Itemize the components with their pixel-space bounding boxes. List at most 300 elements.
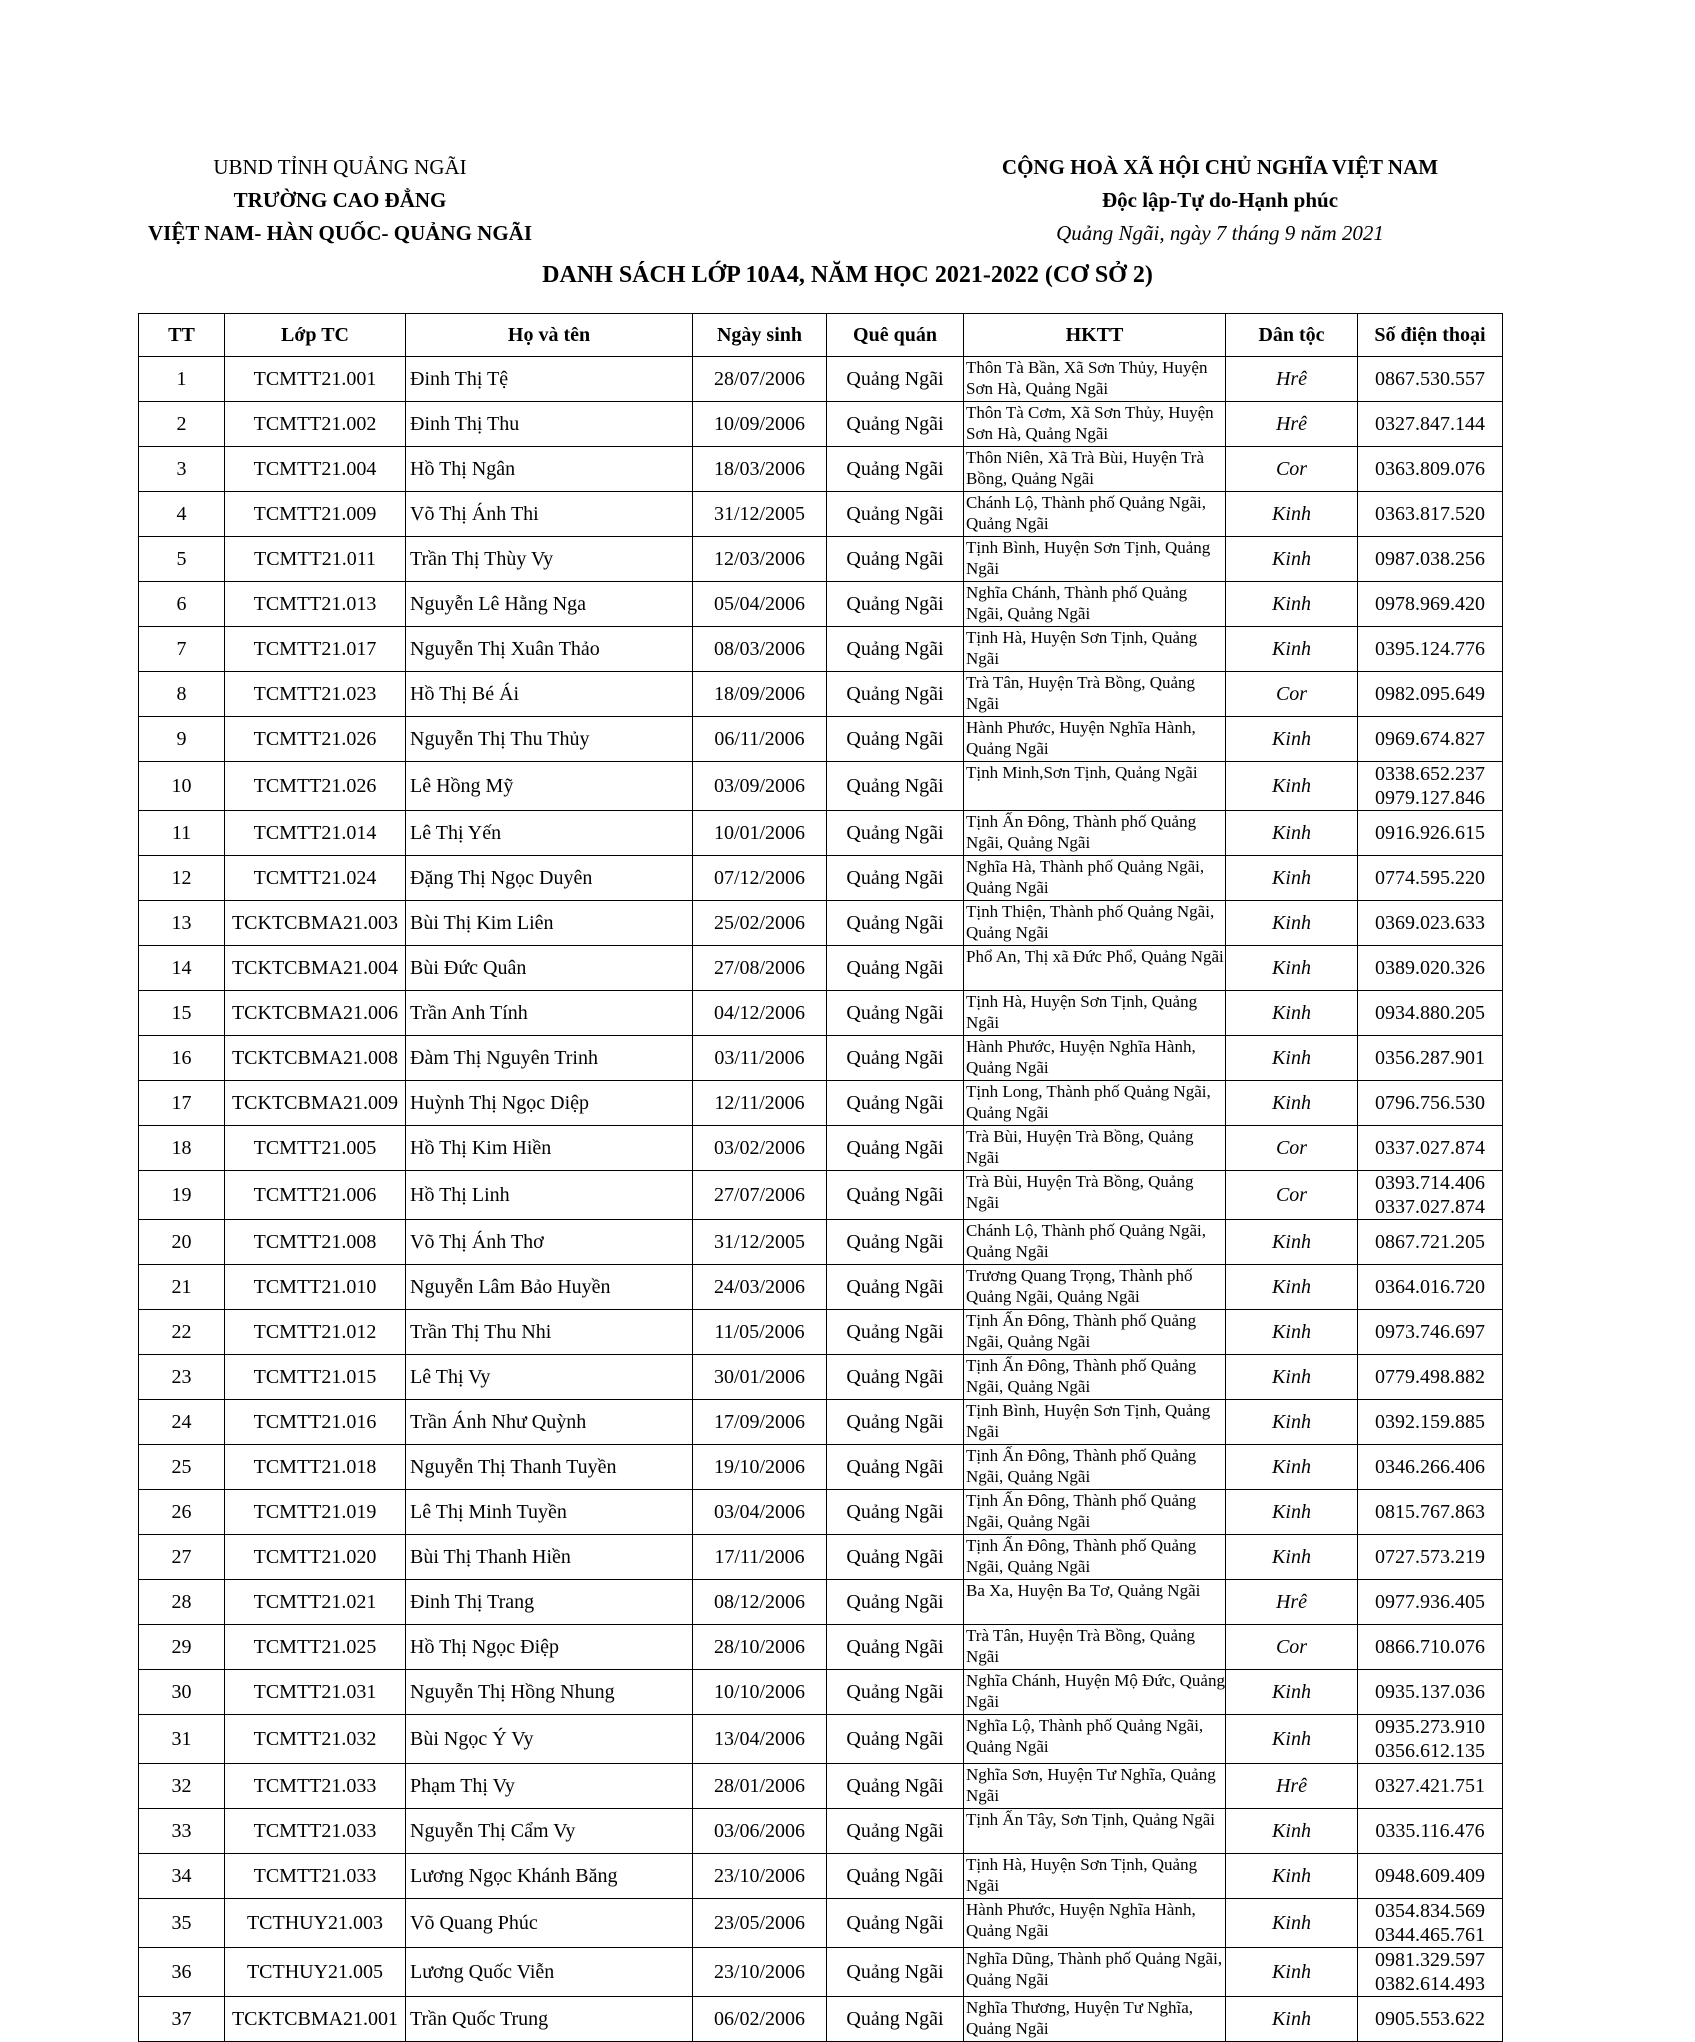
cell-phone [1358, 1948, 1503, 1997]
phone-number: 0338.652.237 [1375, 763, 1485, 785]
cell-hometown: Quảng Ngãi [827, 1265, 964, 1310]
cell-tt: 24 [139, 1400, 225, 1445]
cell-dob: 06/02/2006 [693, 1997, 827, 2042]
cell-hometown: Quảng Ngãi [827, 582, 964, 627]
table-row [139, 1171, 1503, 1220]
cell-phone [1358, 1535, 1503, 1580]
cell-name: Bùi Ngọc Ý Vy [406, 1715, 693, 1764]
table-row [139, 1535, 1503, 1580]
cell-phone [1358, 1580, 1503, 1625]
cell-ethnic: Hrê [1226, 357, 1358, 402]
cell-class: TCMTT21.016 [225, 1400, 406, 1445]
cell-dob: 08/03/2006 [693, 627, 827, 672]
table-row [139, 357, 1503, 402]
cell-hktt: Tịnh Ấn Đông, Thành phố Quảng Ngãi, Quảng Ngãi [964, 1310, 1226, 1355]
cell-name: Trần Thị Thu Nhi [406, 1310, 693, 1355]
cell-dob: 23/10/2006 [693, 1948, 827, 1997]
cell-name: Bùi Đức Quân [406, 946, 693, 991]
cell-class: TCMTT21.021 [225, 1580, 406, 1625]
phone-number: 0973.746.697 [1375, 1321, 1485, 1343]
cell-class: TCKTCBMA21.006 [225, 991, 406, 1036]
cell-class: TCKTCBMA21.009 [225, 1081, 406, 1126]
phone-number: 0982.095.649 [1375, 683, 1485, 705]
table-row [139, 1580, 1503, 1625]
cell-hktt: Trà Bùi, Huyện Trà Bồng, Quảng Ngãi [964, 1171, 1226, 1220]
cell-hometown: Quảng Ngãi [827, 991, 964, 1036]
cell-name: Đặng Thị Ngọc Duyên [406, 856, 693, 901]
cell-name: Lương Ngọc Khánh Băng [406, 1854, 693, 1899]
cell-ethnic: Kinh [1226, 717, 1358, 762]
authority-name: UBND TỈNH QUẢNG NGÃI [213, 155, 467, 179]
cell-dob: 31/12/2005 [693, 1220, 827, 1265]
table-row [139, 537, 1503, 582]
cell-tt: 6 [139, 582, 225, 627]
cell-name: Đinh Thị Tệ [406, 357, 693, 402]
cell-dob: 27/08/2006 [693, 946, 827, 991]
cell-name: Trần Quốc Trung [406, 1997, 693, 2042]
cell-hometown: Quảng Ngãi [827, 1126, 964, 1171]
phone-number: 0369.023.633 [1375, 912, 1485, 934]
cell-ethnic: Kinh [1226, 1445, 1358, 1490]
cell-phone [1358, 1445, 1503, 1490]
cell-class: TCMTT21.012 [225, 1310, 406, 1355]
phone-number: 0354.834.569 [1375, 1900, 1485, 1922]
cell-tt: 11 [139, 811, 225, 856]
table-row [139, 1899, 1503, 1948]
cell-hometown: Quảng Ngãi [827, 402, 964, 447]
cell-tt: 16 [139, 1036, 225, 1081]
cell-dob: 06/11/2006 [693, 717, 827, 762]
cell-hometown: Quảng Ngãi [827, 492, 964, 537]
cell-ethnic: Kinh [1226, 1036, 1358, 1081]
cell-hktt: Tịnh Ấn Đông, Thành phố Quảng Ngãi, Quảng Ngãi [964, 811, 1226, 856]
cell-dob: 23/10/2006 [693, 1854, 827, 1899]
col-header-dob: Ngày sinh [693, 314, 827, 357]
cell-phone [1358, 1997, 1503, 2042]
cell-hktt: Ba Xa, Huyện Ba Tơ, Quảng Ngãi [964, 1580, 1226, 1625]
cell-dob: 10/10/2006 [693, 1670, 827, 1715]
cell-phone [1358, 1220, 1503, 1265]
cell-hometown: Quảng Ngãi [827, 537, 964, 582]
cell-dob: 12/03/2006 [693, 537, 827, 582]
cell-tt: 30 [139, 1670, 225, 1715]
cell-hometown: Quảng Ngãi [827, 357, 964, 402]
cell-class: TCMTT21.031 [225, 1670, 406, 1715]
cell-ethnic: Kinh [1226, 1220, 1358, 1265]
col-header-ethnic: Dân tộc [1226, 314, 1358, 357]
cell-hktt: Nghĩa Chánh, Huyện Mộ Đức, Quảng Ngãi [964, 1670, 1226, 1715]
cell-hometown: Quảng Ngãi [827, 1670, 964, 1715]
cell-name: Hồ Thị Bé Ái [406, 672, 693, 717]
cell-tt: 34 [139, 1854, 225, 1899]
phone-number: 0363.809.076 [1375, 458, 1485, 480]
cell-tt: 1 [139, 357, 225, 402]
cell-name: Hồ Thị Linh [406, 1171, 693, 1220]
phone-number: 0337.027.874 [1375, 1196, 1485, 1218]
cell-hktt: Tịnh Hà, Huyện Sơn Tịnh, Quảng Ngãi [964, 991, 1226, 1036]
cell-class: TCKTCBMA21.001 [225, 1997, 406, 2042]
cell-hometown: Quảng Ngãi [827, 1948, 964, 1997]
cell-tt: 3 [139, 447, 225, 492]
cell-hometown: Quảng Ngãi [827, 901, 964, 946]
cell-tt: 19 [139, 1171, 225, 1220]
cell-class: TCTHUY21.003 [225, 1899, 406, 1948]
cell-dob: 19/10/2006 [693, 1445, 827, 1490]
cell-class: TCKTCBMA21.004 [225, 946, 406, 991]
phone-number: 0727.573.219 [1375, 1546, 1485, 1568]
cell-hometown: Quảng Ngãi [827, 1081, 964, 1126]
phone-number: 0916.926.615 [1375, 822, 1485, 844]
phone-number: 0356.612.135 [1375, 1740, 1485, 1762]
cell-hktt: Tịnh Minh,Sơn Tịnh, Quảng Ngãi [964, 762, 1226, 811]
cell-tt: 28 [139, 1580, 225, 1625]
cell-hktt: Trà Tân, Huyện Trà Bồng, Quảng Ngãi [964, 1625, 1226, 1670]
cell-phone [1358, 447, 1503, 492]
cell-hktt: Thôn Tà Cơm, Xã Sơn Thủy, Huyện Sơn Hà, Quảng Ngãi [964, 402, 1226, 447]
cell-name: Trần Thị Thùy Vy [406, 537, 693, 582]
cell-name: Bùi Thị Thanh Hiền [406, 1535, 693, 1580]
table-row [139, 672, 1503, 717]
cell-hometown: Quảng Ngãi [827, 1445, 964, 1490]
cell-dob: 08/12/2006 [693, 1580, 827, 1625]
table-row [139, 1310, 1503, 1355]
cell-ethnic: Cor [1226, 1126, 1358, 1171]
cell-class: TCMTT21.019 [225, 1490, 406, 1535]
table-row [139, 627, 1503, 672]
cell-name: Phạm Thị Vy [406, 1764, 693, 1809]
cell-class: TCMTT21.001 [225, 357, 406, 402]
cell-hktt: Tịnh Ấn Tây, Sơn Tịnh, Quảng Ngãi [964, 1809, 1226, 1854]
cell-hometown: Quảng Ngãi [827, 1036, 964, 1081]
phone-number: 0335.116.476 [1375, 1820, 1485, 1842]
cell-name: Lê Hồng Mỹ [406, 762, 693, 811]
cell-class: TCMTT21.025 [225, 1625, 406, 1670]
cell-tt: 2 [139, 402, 225, 447]
cell-name: Nguyễn Thị Hồng Nhung [406, 1670, 693, 1715]
cell-tt: 17 [139, 1081, 225, 1126]
cell-phone [1358, 1809, 1503, 1854]
cell-ethnic: Kinh [1226, 1310, 1358, 1355]
col-header-hktt: HKTT [964, 314, 1226, 357]
cell-ethnic: Kinh [1226, 901, 1358, 946]
table-row [139, 1715, 1503, 1764]
cell-class: TCMTT21.006 [225, 1171, 406, 1220]
cell-dob: 10/09/2006 [693, 402, 827, 447]
cell-hometown: Quảng Ngãi [827, 946, 964, 991]
cell-phone [1358, 492, 1503, 537]
cell-phone [1358, 991, 1503, 1036]
cell-tt: 22 [139, 1310, 225, 1355]
cell-phone [1358, 1081, 1503, 1126]
cell-name: Võ Thị Ánh Thi [406, 492, 693, 537]
phone-number: 0987.038.256 [1375, 548, 1485, 570]
cell-dob: 12/11/2006 [693, 1081, 827, 1126]
table-row [139, 717, 1503, 762]
cell-hometown: Quảng Ngãi [827, 627, 964, 672]
table-row [139, 1948, 1503, 1997]
cell-class: TCMTT21.020 [225, 1535, 406, 1580]
cell-hktt: Phổ An, Thị xã Đức Phổ, Quảng Ngãi [964, 946, 1226, 991]
cell-phone [1358, 1400, 1503, 1445]
cell-dob: 31/12/2005 [693, 492, 827, 537]
cell-dob: 05/04/2006 [693, 582, 827, 627]
cell-class: TCMTT21.005 [225, 1126, 406, 1171]
col-header-phone: Số điện thoại [1358, 314, 1503, 357]
cell-class: TCMTT21.011 [225, 537, 406, 582]
cell-name: Hồ Thị Kim Hiền [406, 1126, 693, 1171]
cell-hktt: Tịnh Ấn Đông, Thành phố Quảng Ngãi, Quảng Ngãi [964, 1535, 1226, 1580]
cell-hometown: Quảng Ngãi [827, 672, 964, 717]
cell-tt: 21 [139, 1265, 225, 1310]
table-row [139, 402, 1503, 447]
cell-phone [1358, 582, 1503, 627]
cell-class: TCMTT21.014 [225, 811, 406, 856]
table-row [139, 856, 1503, 901]
cell-class: TCMTT21.004 [225, 447, 406, 492]
cell-tt: 23 [139, 1355, 225, 1400]
cell-hktt: Tịnh Ấn Đông, Thành phố Quảng Ngãi, Quảng Ngãi [964, 1445, 1226, 1490]
cell-tt: 35 [139, 1899, 225, 1948]
cell-phone [1358, 672, 1503, 717]
cell-phone [1358, 1171, 1503, 1220]
cell-name: Đinh Thị Trang [406, 1580, 693, 1625]
cell-hktt: Nghĩa Dũng, Thành phố Quảng Ngãi, Quảng Ngãi [964, 1948, 1226, 1997]
cell-tt: 15 [139, 991, 225, 1036]
cell-ethnic: Kinh [1226, 1948, 1358, 1997]
cell-phone [1358, 1899, 1503, 1948]
table-row [139, 1764, 1503, 1809]
cell-name: Lê Thị Vy [406, 1355, 693, 1400]
cell-dob: 28/01/2006 [693, 1764, 827, 1809]
cell-class: TCTHUY21.005 [225, 1948, 406, 1997]
cell-tt: 13 [139, 901, 225, 946]
phone-number: 0977.936.405 [1375, 1591, 1485, 1613]
cell-hktt: Nghĩa Lộ, Thành phố Quảng Ngãi, Quảng Ngãi [964, 1715, 1226, 1764]
cell-ethnic: Kinh [1226, 1265, 1358, 1310]
cell-hometown: Quảng Ngãi [827, 1625, 964, 1670]
phone-number: 0969.674.827 [1375, 728, 1485, 750]
col-header-tt: TT [139, 314, 225, 357]
cell-ethnic: Cor [1226, 672, 1358, 717]
cell-dob: 17/09/2006 [693, 1400, 827, 1445]
cell-ethnic: Kinh [1226, 1670, 1358, 1715]
school-name-line1: TRƯỜNG CAO ĐẲNG [233, 188, 447, 212]
cell-dob: 03/06/2006 [693, 1809, 827, 1854]
cell-dob: 07/12/2006 [693, 856, 827, 901]
cell-ethnic: Hrê [1226, 1764, 1358, 1809]
cell-class: TCMTT21.002 [225, 402, 406, 447]
cell-dob: 17/11/2006 [693, 1535, 827, 1580]
table-row [139, 1081, 1503, 1126]
phone-number: 0979.127.846 [1375, 787, 1485, 809]
col-header-class: Lớp TC [225, 314, 406, 357]
cell-phone [1358, 901, 1503, 946]
cell-class: TCMTT21.008 [225, 1220, 406, 1265]
cell-name: Bùi Thị Kim Liên [406, 901, 693, 946]
cell-class: TCMTT21.023 [225, 672, 406, 717]
cell-tt: 14 [139, 946, 225, 991]
table-row [139, 1854, 1503, 1899]
cell-dob: 18/03/2006 [693, 447, 827, 492]
phone-number: 0867.721.205 [1375, 1231, 1485, 1253]
cell-name: Đinh Thị Thu [406, 402, 693, 447]
cell-dob: 28/07/2006 [693, 357, 827, 402]
phone-number: 0796.756.530 [1375, 1092, 1485, 1114]
cell-class: TCKTCBMA21.008 [225, 1036, 406, 1081]
cell-hktt: Chánh Lộ, Thành phố Quảng Ngãi, Quảng Ngãi [964, 492, 1226, 537]
cell-name: Nguyễn Thị Cẩm Vy [406, 1809, 693, 1854]
cell-hktt: Tịnh Hà, Huyện Sơn Tịnh, Quảng Ngãi [964, 1854, 1226, 1899]
cell-hktt: Tịnh Bình, Huyện Sơn Tịnh, Quảng Ngãi [964, 1400, 1226, 1445]
cell-phone [1358, 1854, 1503, 1899]
cell-name: Trần Ánh Như Quỳnh [406, 1400, 693, 1445]
cell-hometown: Quảng Ngãi [827, 1171, 964, 1220]
cell-class: TCMTT21.033 [225, 1764, 406, 1809]
cell-tt: 29 [139, 1625, 225, 1670]
cell-ethnic: Kinh [1226, 1490, 1358, 1535]
cell-hktt: Nghĩa Hà, Thành phố Quảng Ngãi, Quảng Ngãi [964, 856, 1226, 901]
cell-ethnic: Kinh [1226, 492, 1358, 537]
cell-hktt: Thôn Niên, Xã Trà Bùi, Huyện Trà Bồng, Quảng Ngãi [964, 447, 1226, 492]
cell-hometown: Quảng Ngãi [827, 1400, 964, 1445]
cell-phone [1358, 537, 1503, 582]
table-row [139, 1036, 1503, 1081]
cell-hktt: Hành Phước, Huyện Nghĩa Hành, Quảng Ngãi [964, 1036, 1226, 1081]
cell-name: Võ Thị Ánh Thơ [406, 1220, 693, 1265]
cell-hometown: Quảng Ngãi [827, 1580, 964, 1625]
cell-dob: 24/03/2006 [693, 1265, 827, 1310]
cell-name: Lê Thị Yến [406, 811, 693, 856]
phone-number: 0382.614.493 [1375, 1973, 1485, 1995]
cell-name: Hồ Thị Ngân [406, 447, 693, 492]
cell-tt: 27 [139, 1535, 225, 1580]
cell-hktt: Tịnh Thiện, Thành phố Quảng Ngãi, Quảng Ngãi [964, 901, 1226, 946]
cell-tt: 25 [139, 1445, 225, 1490]
cell-dob: 13/04/2006 [693, 1715, 827, 1764]
cell-hometown: Quảng Ngãi [827, 1490, 964, 1535]
cell-ethnic: Kinh [1226, 1081, 1358, 1126]
cell-phone [1358, 717, 1503, 762]
cell-hktt: Nghĩa Thương, Huyện Tư Nghĩa, Quảng Ngãi [964, 1997, 1226, 2042]
phone-number: 0389.020.326 [1375, 957, 1485, 979]
cell-dob: 03/11/2006 [693, 1036, 827, 1081]
header-right [930, 151, 1510, 250]
table-row [139, 901, 1503, 946]
cell-hometown: Quảng Ngãi [827, 1220, 964, 1265]
cell-hktt: Thôn Tà Bần, Xã Sơn Thủy, Huyện Sơn Hà, Quảng Ngãi [964, 357, 1226, 402]
cell-class: TCMTT21.010 [225, 1265, 406, 1310]
cell-ethnic: Kinh [1226, 991, 1358, 1036]
table-row [139, 1997, 1503, 2042]
cell-class: TCMTT21.009 [225, 492, 406, 537]
national-motto: Độc lập-Tự do-Hạnh phúc [1101, 188, 1339, 212]
cell-name: Huỳnh Thị Ngọc Diệp [406, 1081, 693, 1126]
cell-hometown: Quảng Ngãi [827, 1899, 964, 1948]
cell-hktt: Hành Phước, Huyện Nghĩa Hành, Quảng Ngãi [964, 1899, 1226, 1948]
phone-number: 0327.421.751 [1375, 1775, 1485, 1797]
table-row [139, 811, 1503, 856]
cell-name: Nguyễn Thị Xuân Thảo [406, 627, 693, 672]
cell-hometown: Quảng Ngãi [827, 1355, 964, 1400]
cell-phone [1358, 1355, 1503, 1400]
cell-hktt: Nghĩa Sơn, Huyện Tư Nghĩa, Quảng Ngãi [964, 1764, 1226, 1809]
cell-hometown: Quảng Ngãi [827, 717, 964, 762]
phone-number: 0363.817.520 [1375, 503, 1485, 525]
cell-phone [1358, 1036, 1503, 1081]
table-row [139, 447, 1503, 492]
phone-number: 0905.553.622 [1375, 2008, 1485, 2030]
cell-name: Nguyễn Lê Hằng Nga [406, 582, 693, 627]
phone-number: 0364.016.720 [1375, 1276, 1485, 1298]
phone-number: 0815.767.863 [1375, 1501, 1485, 1523]
cell-hometown: Quảng Ngãi [827, 447, 964, 492]
cell-ethnic: Kinh [1226, 1854, 1358, 1899]
cell-hometown: Quảng Ngãi [827, 811, 964, 856]
cell-hometown: Quảng Ngãi [827, 1997, 964, 2042]
phone-number: 0948.609.409 [1375, 1865, 1485, 1887]
cell-phone [1358, 1265, 1503, 1310]
cell-phone [1358, 762, 1503, 811]
cell-ethnic: Kinh [1226, 582, 1358, 627]
cell-class: TCMTT21.013 [225, 582, 406, 627]
cell-phone [1358, 402, 1503, 447]
cell-ethnic: Hrê [1226, 402, 1358, 447]
col-header-hometown: Quê quán [827, 314, 964, 357]
document-date: Quảng Ngãi, ngày 7 tháng 9 năm 2021 [1056, 221, 1384, 245]
cell-phone [1358, 946, 1503, 991]
cell-ethnic: Kinh [1226, 1809, 1358, 1854]
cell-dob: 11/05/2006 [693, 1310, 827, 1355]
table-row [139, 1625, 1503, 1670]
cell-dob: 04/12/2006 [693, 991, 827, 1036]
cell-phone [1358, 811, 1503, 856]
table-row [139, 1355, 1503, 1400]
cell-hktt: Trà Bùi, Huyện Trà Bồng, Quảng Ngãi [964, 1126, 1226, 1171]
table-row [139, 1445, 1503, 1490]
page-title: DANH SÁCH LỚP 10A4, NĂM HỌC 2021-2022 (CƠ SỞ 2) [542, 262, 1153, 288]
table-row [139, 582, 1503, 627]
cell-hktt: Tịnh Long, Thành phố Quảng Ngãi, Quảng Ngãi [964, 1081, 1226, 1126]
cell-hktt: Tịnh Ấn Đông, Thành phố Quảng Ngãi, Quảng Ngãi [964, 1355, 1226, 1400]
cell-tt: 36 [139, 1948, 225, 1997]
cell-phone [1358, 1715, 1503, 1764]
cell-ethnic: Kinh [1226, 1899, 1358, 1948]
phone-number: 0934.880.205 [1375, 1002, 1485, 1024]
cell-phone [1358, 1764, 1503, 1809]
cell-name: Hồ Thị Ngọc Điệp [406, 1625, 693, 1670]
cell-hometown: Quảng Ngãi [827, 1764, 964, 1809]
col-header-name: Họ và tên [406, 314, 693, 357]
cell-tt: 12 [139, 856, 225, 901]
cell-tt: 18 [139, 1126, 225, 1171]
student-table [138, 313, 1503, 2042]
phone-number: 0344.465.761 [1375, 1924, 1485, 1946]
cell-hometown: Quảng Ngãi [827, 1809, 964, 1854]
cell-dob: 25/02/2006 [693, 901, 827, 946]
table-row [139, 1490, 1503, 1535]
cell-hometown: Quảng Ngãi [827, 762, 964, 811]
cell-tt: 5 [139, 537, 225, 582]
cell-tt: 37 [139, 1997, 225, 2042]
table-row [139, 1400, 1503, 1445]
cell-dob: 03/02/2006 [693, 1126, 827, 1171]
phone-number: 0395.124.776 [1375, 638, 1485, 660]
cell-tt: 33 [139, 1809, 225, 1854]
phone-number: 0866.710.076 [1375, 1636, 1485, 1658]
cell-name: Lê Thị Minh Tuyền [406, 1490, 693, 1535]
cell-tt: 7 [139, 627, 225, 672]
cell-hktt: Trà Tân, Huyện Trà Bồng, Quảng Ngãi [964, 672, 1226, 717]
